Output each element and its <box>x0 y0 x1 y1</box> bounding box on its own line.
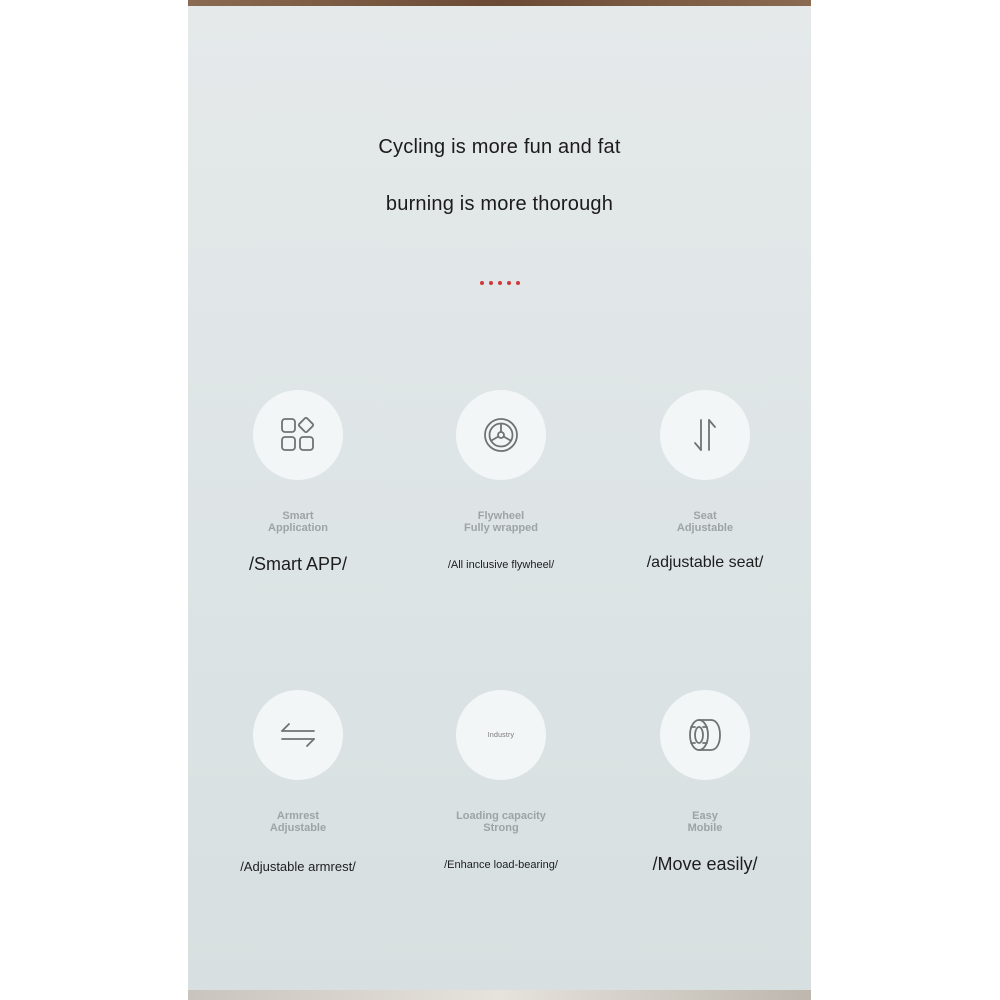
feature-subtitle: /Enhance load-bearing/ <box>444 859 558 871</box>
dot-4 <box>507 281 511 285</box>
vertical-adjust-arrows-icon <box>687 417 723 453</box>
feature-subtitle: /Move easily/ <box>652 854 758 874</box>
caption-line-1: Loading capacity <box>456 810 546 822</box>
feature-subtitle: /Adjustable armrest/ <box>240 859 356 874</box>
feature-subtitle: /adjustable seat/ <box>646 554 764 571</box>
feature-caption <box>401 810 601 834</box>
feature-icon-circle <box>253 390 343 480</box>
industry-label: Industry <box>487 731 515 739</box>
caption-line-2: Fully wrapped <box>464 522 538 534</box>
caption-line-1: Easy <box>692 810 718 822</box>
decorative-dots <box>188 281 811 285</box>
caption-line-1: Smart <box>282 510 314 522</box>
feature-caption <box>401 510 601 534</box>
feature-caption <box>198 510 398 534</box>
caption-line-2: Adjustable <box>676 522 734 534</box>
feature-caption <box>605 810 805 834</box>
feature-caption <box>605 510 805 534</box>
feature-subtitle: /All inclusive flywheel/ <box>447 559 555 571</box>
dot-3 <box>498 281 502 285</box>
headline-line-1: Cycling is more fun and fat <box>378 136 621 158</box>
wheel-icon <box>687 717 723 753</box>
flywheel-icon <box>483 417 519 453</box>
feature-icon-circle <box>253 690 343 780</box>
caption-line-2: Adjustable <box>269 822 327 834</box>
feature-caption <box>198 810 398 834</box>
caption-line-1: Armrest <box>276 810 320 822</box>
feature-icon-circle <box>660 390 750 480</box>
dot-2 <box>489 281 493 285</box>
feature-subtitle: /Smart APP/ <box>248 554 348 574</box>
dot-1 <box>480 281 484 285</box>
feature-icon-circle <box>456 390 546 480</box>
headline-line-2: burning is more thorough <box>385 193 614 215</box>
caption-line-1: Seat <box>693 510 717 522</box>
dot-5 <box>516 281 520 285</box>
background-frame-bottom <box>188 990 811 1000</box>
app-grid-icon <box>280 417 316 453</box>
caption-line-2: Application <box>268 522 328 534</box>
caption-line-2: Strong <box>483 822 519 834</box>
feature-icon-circle <box>456 690 546 780</box>
horizontal-adjust-arrows-icon <box>279 717 317 753</box>
feature-icon-circle <box>660 690 750 780</box>
caption-line-2: Mobile <box>687 822 723 834</box>
caption-line-1: Flywheel <box>477 510 525 522</box>
feature-panel <box>188 6 811 990</box>
